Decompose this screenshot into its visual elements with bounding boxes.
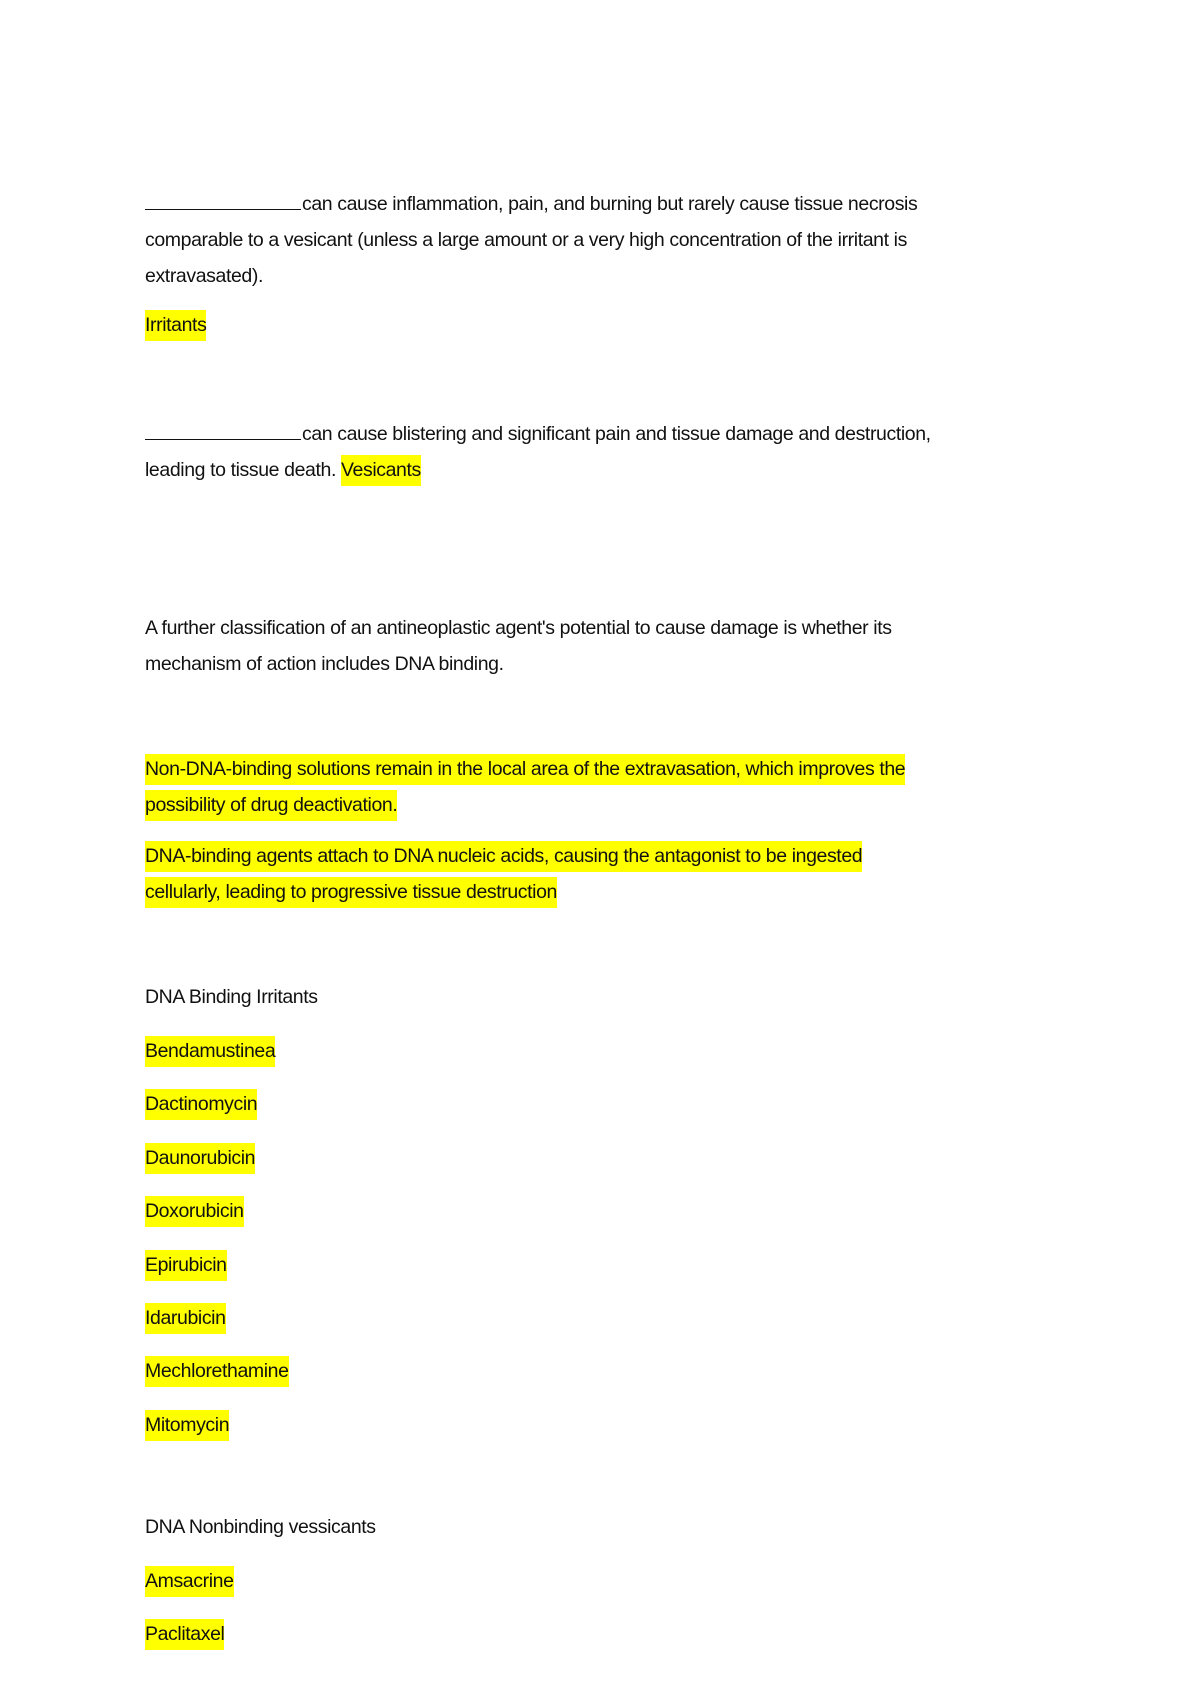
highlighted-line: cellularly, leading to progressive tissue destruction: [145, 877, 557, 908]
paragraph-line: A further classification of an antineoplastic agent's potential to cause damage is whether its: [145, 617, 892, 639]
answer-irritants: [145, 307, 1005, 343]
question-text-line: can cause inflammation, pain, and burning but rarely cause tissue necrosis: [302, 193, 918, 215]
paragraph-line: mechanism of action includes DNA binding.: [145, 653, 504, 675]
drug-name: Amsacrine: [145, 1566, 234, 1597]
drug-name: Mitomycin: [145, 1410, 229, 1441]
drug-name: Mechlorethamine: [145, 1356, 289, 1387]
list-item: [145, 1300, 289, 1353]
list-item: [145, 1353, 289, 1406]
highlighted-answer: Vesicants: [341, 455, 421, 486]
non-dna-binding-paragraph: [145, 751, 1005, 823]
question-text-line: comparable to a vesicant (unless a large amount or a very high concentration of the irritant is: [145, 229, 907, 251]
list-item: [145, 1407, 289, 1460]
question-text-line: can cause blistering and significant pain and tissue damage and destruction,: [302, 423, 931, 445]
dna-nonbinding-vesicants-heading: [145, 1509, 1005, 1545]
drug-name: Paclitaxel: [145, 1619, 224, 1650]
classification-paragraph: [145, 610, 1005, 682]
dna-binding-irritants-heading: [145, 979, 1005, 1015]
highlighted-line: possibility of drug deactivation.: [145, 790, 397, 821]
list-item: [145, 1563, 234, 1616]
question-vesicants: [145, 416, 1005, 488]
dna-binding-irritants-list: [145, 1033, 289, 1460]
highlighted-line: Non-DNA-binding solutions remain in the local area of the extravasation, which improves the: [145, 754, 905, 785]
highlighted-answer: Irritants: [145, 310, 206, 341]
question-text-line: extravasated).: [145, 265, 263, 287]
drug-name: Doxorubicin: [145, 1196, 244, 1227]
dna-nonbinding-vesicants-list: [145, 1563, 234, 1670]
section-heading-text: DNA Nonbinding vessicants: [145, 1516, 376, 1538]
drug-name: Daunorubicin: [145, 1143, 255, 1174]
drug-name: Bendamustinea: [145, 1036, 275, 1067]
list-item: [145, 1033, 289, 1086]
dna-binding-paragraph: [145, 838, 1005, 910]
drug-name: Idarubicin: [145, 1303, 226, 1334]
list-item: [145, 1193, 289, 1246]
highlighted-line: DNA-binding agents attach to DNA nucleic acids, causing the antagonist to be ingested: [145, 841, 862, 872]
question-text-line: leading to tissue death.: [145, 459, 336, 481]
answer-blank: [145, 417, 301, 440]
drug-name: Epirubicin: [145, 1250, 227, 1281]
list-item: [145, 1247, 289, 1300]
answer-blank: [145, 187, 301, 210]
section-heading-text: DNA Binding Irritants: [145, 986, 318, 1008]
question-irritants: [145, 186, 1005, 294]
drug-name: Dactinomycin: [145, 1089, 257, 1120]
list-item: [145, 1616, 234, 1669]
list-item: [145, 1086, 289, 1139]
list-item: [145, 1140, 289, 1193]
